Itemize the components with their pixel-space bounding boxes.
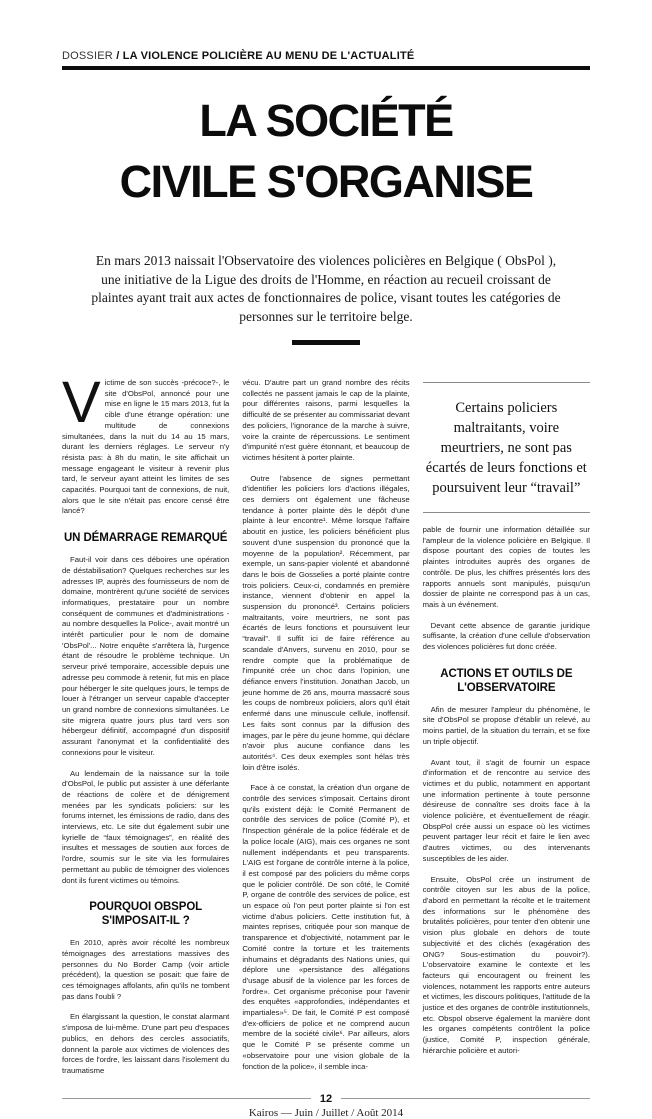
header-rule [62, 66, 590, 70]
article-title-line2: CIVILE S'ORGANISE [119, 156, 533, 207]
column-1 [62, 370, 230, 1087]
paragraph: pable de fournir une information détaillée sur l'ampleur de la violence policière en Belgique. Il dispose pourtant des copies de toutes les plaintes introduites auprès des organes de contrôle. De plus, les chiffres présentés lors des rapports annuels sont manipulés, puisqu'un dossier de plainte ne correspond pas à un cas, mais à un événement. [422, 525, 590, 609]
paragraph [62, 370, 230, 517]
dropcap-letter: V [62, 370, 101, 435]
paragraph: Afin de mesurer l'ampleur du phénomène, le site d'ObsPol se propose d'établir un relevé, au moins partiel, de la situation du terrain, et se fixe un triple objectif. [422, 704, 590, 746]
section-heading-actions: ACTIONS ET OUTILS DE L'OBSERVATOIRE [440, 667, 573, 694]
paragraph: Au lendemain de la naissance sur la toile d'ObsPol, le public put assister à une déferlante de réactions de colère et de dénigrement menées par les syndicats policiers: sur les forums internet, les émissions de radio, dans des interviews, etc. Le site dut également subir une kyrielle de “faux témoignages”, en réalité des insultes et messages de soutien aux forces de l'ordre, soumis sur le site via les formulaires permettant au public de témoigner des violences dont ils furent victimes ou témoins. [62, 768, 230, 885]
footer-hairline-left [62, 1098, 311, 1099]
paragraph: Outre l'absence de signes permettant d'identifier les policiers lors d'actions illégales, ces derniers ont également une fâcheuse tendance à porter plainte dès le dépôt d'une plainte à leur encontre¹. Même lorsque l'affaire aboutit en justice, les policiers bénéficient plus souvent d'une suspension du prononcé que la moyenne de la population². Récemment, par exemple, un sans-papier violenté et abandonné dans le bois de Gosselies a porté plainte contre trois policiers. Ceux-ci, condamnés en première instance, viennent d'obtenir en appel la suspension du prononcé³. Certains policiers maltraitants, voire meurtriers, ne sont pas écartés de leurs fonctions et poursuivent leur “travail”. Il suffit ici de faire référence au scandale d'Anvers, survenu en 2010, pour se rendre compte que la problématique de l'impunité crée un choc dans l'opinion, une défiance envers l'institution. Jonathan Jacob, un jeune homme de 26 ans, mourra massacré sous les coups de nombreux policiers, alors qu'il était enfermé dans une minuscule cellule, inoffensif. Les faits sont connus par la diffusion des images, par le père du jeune homme, qui déclare n'avoir plus aucune confiance dans les autorités⁴. Ces deux exemples sont hélas très loin d'être isolés. [242, 473, 410, 772]
paragraph-text: ictime de son succès -précoce?-, le site d'ObsPol, annoncé pour une mise en ligne le 15 mars 2013, fut la cible d'une étrange opération: une multitude de connexions simultanées, dans la nuit du 14 au 15 mars, durant les derniers réglages. Le serveur n'y résista pas: à 8h du matin, le site affichait un message engageant le visiteur à revenir plus tard, le serveur ayant atteint les limites de ses capacités. Pourquoi tant de connexions, de nuit, alors que le site n'était pas encore censé être lancé? [62, 378, 230, 516]
dossier-kicker [62, 50, 590, 62]
kicker-title: / LA VIOLENCE POLICIÈRE AU MENU DE L'ACTUALITÉ [116, 50, 415, 62]
paragraph: Avant tout, il s'agit de fournir un espace d'information et de rencontre au service des victimes et du public, notamment en apportant une information pertinente à toute personne désireuse de connaître ses droits face à la violence policière, et éventuellement de réagir. ObspPol crée aussi un espace où les victimes peuvent partager leur récit et faire le lien avec d'autres victimes, ou des intervenants susceptibles de les aider. [422, 757, 590, 863]
page-footer [62, 1093, 590, 1119]
paragraph: En élargissant la question, le constat alarmant s'imposa de lui-même. D'une part peu d'espaces publics, en dehors des cercles associatifs, donnent la parole aux victimes de violences des forces de l'ordre, les laissant dans l'isolement du traumatisme [62, 1012, 230, 1075]
section-heading-pourquoi: POURQUOI OBSPOL S'IMPOSAIT-IL ? [89, 901, 203, 928]
column-3 [423, 378, 590, 1067]
page-header [62, 50, 590, 70]
journal-issue-line: Kairos — Juin / Juillet / Août 2014 [248, 1106, 404, 1119]
kicker-label: DOSSIER [62, 50, 113, 62]
article-title [62, 90, 590, 212]
pull-quote: Certains policiers maltraitants, voire meurtriers, ne sont pas écartés de leurs fonctions et poursuivent leur “travail” [423, 382, 590, 513]
paragraph: Ensuite, ObsPol crée un instrument de contrôle citoyen sur les abus de la police, d'abord en permettant la récolte et le traitement des informations sur le phénomène des brutalités policières, pour tenter d'en obtenir une vision plus globale en dehors de toute subjectivité et des clichés (exagération des ONG? Sous-estimation du pouvoir?). L'observatoire examine le contexte et les facteurs qui encouragent ou freinent les violences, notamment les rapports entre auteurs et victimes, les discours politiques, l'attitude de la justice et des organes de contrôle institutionnels, etc. Obspol observe également la manière dont les organes compétents contrôlent la police (justice, Comité P, inspection générale, hiérarchie policière et autori- [422, 874, 590, 1055]
intro-paragraph: En mars 2013 naissait l'Observatoire des violences policières en Belgique ( ObsPol ), une initiative de la Ligue des droits de l'Homme, en réaction au recueil croissant de plaintes ayant trait aux actes de fonctionnaires de police, visant toutes les catégories de personnes sur le territoire belge. [91, 253, 561, 324]
article-title-line1: LA SOCIÉTÉ [199, 95, 453, 146]
section-heading-demarrage: UN DÉMARRAGE REMARQUÉ [63, 532, 228, 545]
footer-hairline-right [341, 1098, 590, 1099]
page-number: 12 [319, 1092, 333, 1105]
paragraph: Faut-il voir dans ces déboires une opération de déstabilisation? Quelques recherches sur les adresses IP, auprès des fournisseurs de nom de domaine, montrèrent qu'une société de services informatiques, prestataire pour un nombre conséquent de communes et d'administrations -au nombre desquelles la Police-, avait montré un intérêt particulier pour le nom de domaine 'ObsPol'... Notre enquête s'arrêtera là, l'urgence étant de résoudre le problème technique. Un serveur privé temporaire, accessible depuis une adresse peu commode à retenir, fut mis en place pour héberger le site quelques jours, le temps de louer à l'étranger un serveur capable d'accepter un grand nombre de connexions simultanées. Le site migrera quatre jours plus tard vers son hébergeur définitif, accompagné d'un dispositif assurant l'anonymat et la confidentialité des connexions pour le visiteur. [62, 555, 230, 757]
footer-rule-row [62, 1093, 590, 1105]
paragraph: En 2010, après avoir récolté les nombreux témoignages des arrestations massives des personnes du No Border Camp (voir article précédent), la question se posait: que faire de ces témoignages affolants, afin qu'ils ne tombent pas dans l'oubli ? [62, 938, 230, 1001]
paragraph: Face à ce constat, la création d'un organe de contrôle des services s'imposait. Certains diront qu'ils existent déjà: le Comité Permanent de contrôle des services de police (Comité P), et l'Inspection générale de la police fédérale et de la police locale (AIG), mais ces organes ne sont nullement indépendants et peu transparents. L'AIG est l'organe de contrôle interne à la police, il est composé par des policiers du même corps que le policier contrôlé. De son côté, le Comité P, organe de contrôle des services de police, est un espace où l'on peut porter plainte si l'on est victime d'abus policiers. Cette institution fut, à maintes reprises, critiquée pour son manque de transparence et d'objectivité, notamment par le Comité contre la torture et les traitements inhumains et dégradants des Nations unies, qui déplore une «persistance des allégations d'usage abusif de la violence par les forces de l'ordre». Cet organisme préconise pour l'avenir des enquêtes «approfondies, indépendantes et impartiales»⁵. De fait, le Comité P est composé d'ex-officiers de police et ne comprend aucun membre de la société civile⁶. Par ailleurs, alors que le Comité P se présente comme un «observatoire pour une vision globale de la fonction de la police», il semble inca- [242, 783, 410, 1071]
intro-divider-bar [292, 340, 360, 345]
paragraph: Devant cette absence de garantie juridique suffisante, la création d'une cellule d'observation des violences policières fut donc créée. [422, 620, 590, 652]
paragraph: vécu. D'autre part un grand nombre des récits collectés ne passent jamais le cap de la plainte, pour différentes raisons, parmi lesquelles la difficulté de se présenter au commissariat devant des policiers, l'ignorance de la marche à suivre, voire la crainte de répercussions. Le sentiment d'impunité n'est guère étonnant, et beaucoup de victimes hésitent à porter plainte. [242, 378, 410, 462]
column-2 [242, 378, 409, 1082]
article-columns [62, 370, 590, 1087]
